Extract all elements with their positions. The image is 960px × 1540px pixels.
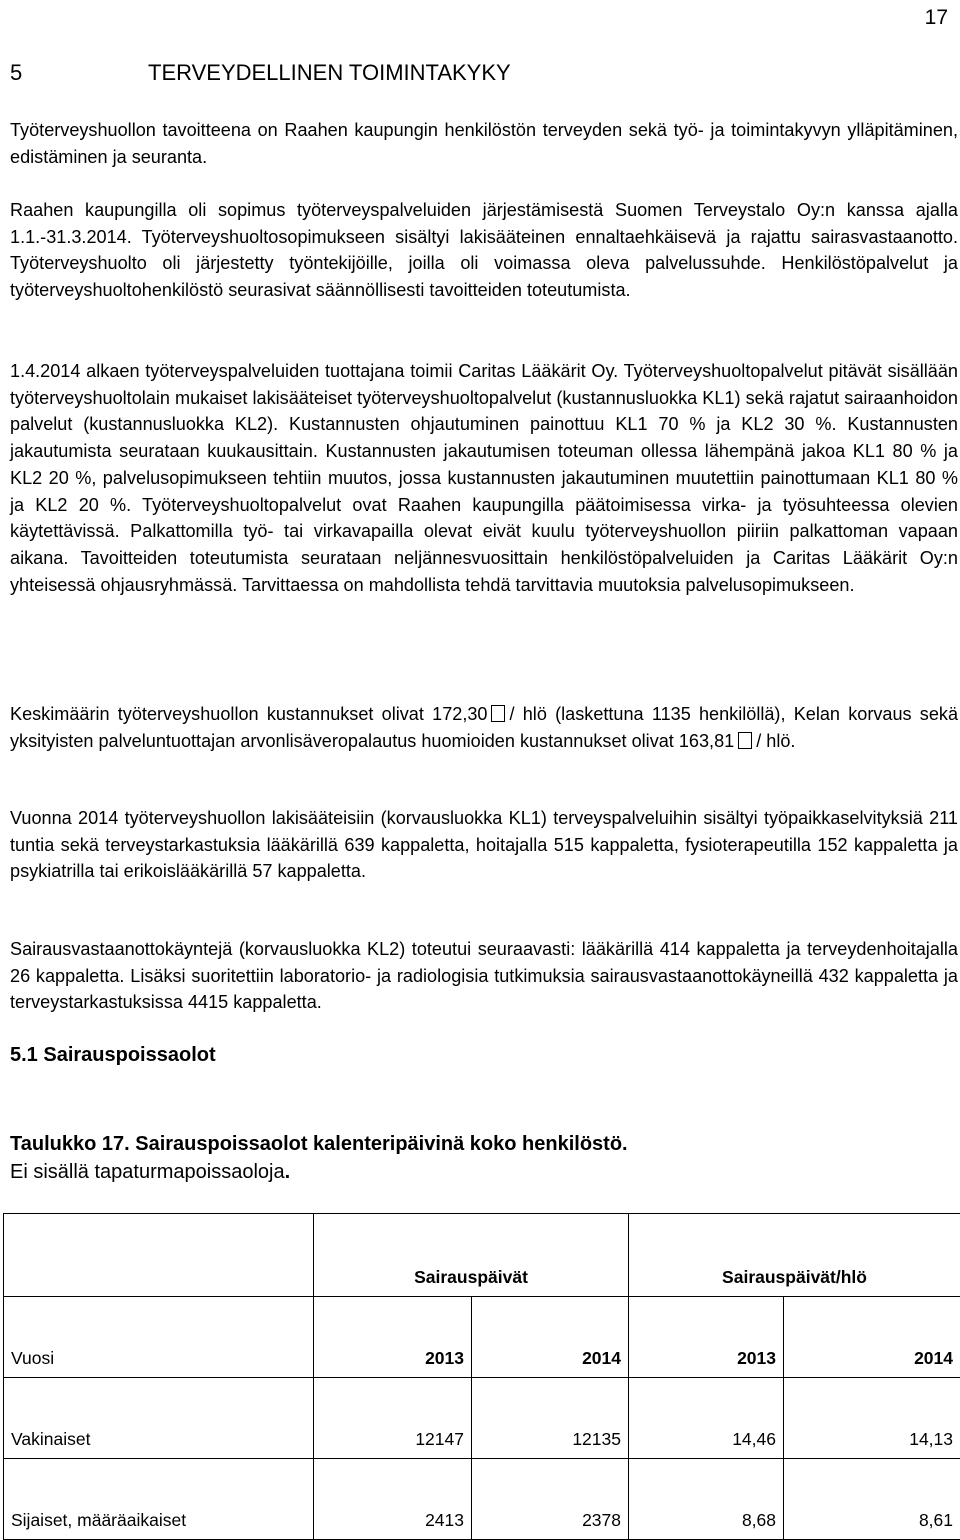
euro-icon: [738, 732, 752, 749]
table-corner-cell: [4, 1214, 314, 1297]
year-cell: 2013: [314, 1297, 472, 1378]
value-cell: 12135: [472, 1378, 629, 1459]
cost-text-c: / hlö.: [756, 731, 795, 751]
paragraph-4: [10, 701, 958, 754]
value-cell: 2413: [314, 1459, 472, 1540]
paragraph-2: Raahen kaupungilla oli sopimus työterveyspalveluiden järjestämisestä Suomen Terveystalo Oy:n kanssa ajalla 1.1.-31.3.2014. Työterveyshuoltosopimukseen sisältyi lakisääteinen ennaltaehkäisevä ja rajattu sairasvastaanotto. Työterveyshuolto oli järjestetty työntekijöille, joilla oli voimassa oleva palvelussuhde. Henkilöstöpalvelut ja työterveyshuoltohenkilöstö seurasivat säännöllisesti tavoitteiden toteutumista.: [10, 197, 958, 304]
value-cell: 14,46: [629, 1378, 784, 1459]
value-cell: 8,68: [629, 1459, 784, 1540]
table-row: [4, 1378, 960, 1459]
table-row: [4, 1459, 960, 1540]
table-note: Ei sisällä tapaturmapoissaoloja.: [10, 1161, 290, 1184]
header-sick-days: Sairauspäivät: [314, 1214, 629, 1297]
paragraph-5: Vuonna 2014 työterveyshuollon lakisääteisiin (korvausluokka KL1) terveyspalveluihin sisältyi työpaikkaselvityksiä 211 tuntia sekä terveystarkastuksia lääkärillä 639 kappaletta, hoitajalla 515 kappaletta, fysioterapeutilla 152 kappaletta ja psykiatrilla tai erikoislääkärillä 57 kappaletta.: [10, 805, 958, 885]
year-cell: 2013: [629, 1297, 784, 1378]
row-label: Sijaiset, määräaikaiset: [4, 1459, 314, 1540]
value-cell: 14,13: [784, 1378, 960, 1459]
cost-text-a: Keskimäärin työterveyshuollon kustannukset olivat 172,30: [10, 704, 487, 724]
table-caption: Taulukko 17. Sairauspoissaolot kalenteripäivinä koko henkilöstö.: [10, 1133, 628, 1156]
table-header-row: [4, 1214, 960, 1297]
value-cell: 12147: [314, 1378, 472, 1459]
value-cell: 8,61: [784, 1459, 960, 1540]
value-cell: 2378: [472, 1459, 629, 1540]
table-year-row: [4, 1297, 960, 1378]
paragraph-3: 1.4.2014 alkaen työterveyspalveluiden tuottajana toimii Caritas Lääkärit Oy. Työterveyshuoltopalvelut pitävät sisällään työterveyshuoltolain mukaiset lakisääteiset työterveyshuoltopalvelut (kustannusluokka KL1) sekä rajatut sairaanhoidon palvelut (kustannusluokka KL2). Kustannusten ohjautuminen painottuu KL1 70 % ja KL2 30 %. Kustannusten jakautumista seurataan kuukausittain. Kustannusten jakautumisen toteuman ollessa lähempänä jakoa KL1 80 % ja KL2 20 %, palvelusopimukseen tehtiin muutos, jossa kustannusten jakautuminen muutettiin painottumaan KL1 80 % ja KL2 20 %. Työterveyshuoltopalvelut ovat Raahen kaupungilla päätoimisessa virka- ja työsuhteessa olevien käytettävissä. Palkattomilla työ- tai virkavapailla olevat eivät kuulu työterveyshuollon piiriin palkattoman vapaan aikana. Tavoitteiden toteutumista seurataan neljännesvuosittain henkilöstöpalveluiden ja Caritas Lääkärit Oy:n yhteisessä ohjausryhmässä. Tarvittaessa on mahdollista tehdä tarvittavia muutoksia palvelusopimukseen.: [10, 358, 958, 598]
euro-icon: [491, 705, 505, 722]
section-number: 5: [10, 60, 148, 86]
paragraph-1: Työterveyshuollon tavoitteena on Raahen kaupungin henkilöstön terveyden sekä työ- ja toimintakyvyn ylläpitäminen, edistäminen ja seuranta.: [10, 117, 958, 170]
year-cell: 2014: [784, 1297, 960, 1378]
section-title: TERVEYDELLINEN TOIMINTAKYKY: [148, 60, 511, 85]
page-number: 17: [925, 6, 948, 30]
row-label: Vakinaiset: [4, 1378, 314, 1459]
row-label: Vuosi: [4, 1297, 314, 1378]
header-sick-days-per-person: Sairauspäivät/hlö: [629, 1214, 960, 1297]
year-cell: 2014: [472, 1297, 629, 1378]
subsection-heading: 5.1 Sairauspoissaolot: [10, 1044, 216, 1067]
cost-text-b: / hlö (laskettuna 1135 henkilöllä), Kelan korvaus sekä yksityisten palveluntuottajan arvonlisäveropalautus huomioiden kustannukset olivat 163,81: [10, 704, 958, 751]
sick-leave-table: [3, 1213, 960, 1540]
paragraph-6: Sairausvastaanottokäyntejä (korvausluokka KL2) toteutui seuraavasti: lääkärillä 414 kappaletta ja terveydenhoitajalla 26 kappaletta. Lisäksi suoritettiin laboratorio- ja radiologisia tutkimuksia sairausvastaanottokäyneillä 432 kappaletta ja terveystarkastuksissa 4415 kappaletta.: [10, 936, 958, 1016]
section-heading: [10, 60, 950, 86]
